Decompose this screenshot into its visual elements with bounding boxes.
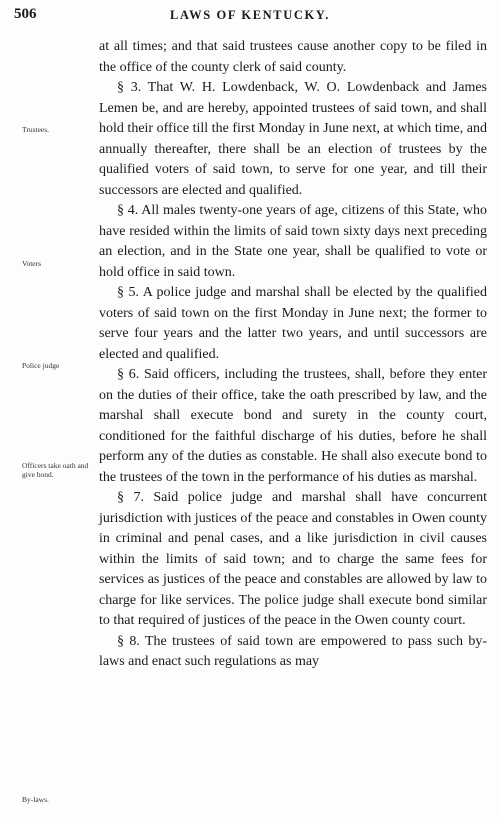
- section-7-paragraph: § 7. Said police judge and marshal shall have concurrent jurisdiction with justices of the peace and constables in Owen county in criminal and penal cases, and a like jurisdiction in civil causes within the limits of said town; and to charge the same fees for services as justices of the peace and constables are allowed by law to charge for like services. The police judge shall execute bond similar to that required of justices of the peace in the Owen county court.: [99, 490, 487, 628]
- section-8-paragraph: § 8. The trustees of said town are empowered to pass such by-laws and enact such regulations as may: [99, 633, 487, 669]
- margin-note-voters: Voters: [22, 259, 42, 268]
- section-4-paragraph: § 4. All males twenty-one years of age, citizens of this State, who have resided within the limits of said town sixty days next preceding an election, and in the State one year, shall be qualified to vote or hold office in said town.: [99, 203, 487, 280]
- margin-note-police-judge: Police judge: [22, 361, 60, 370]
- margin-note-officers-bond: Officers take oath and give bond.: [22, 461, 89, 479]
- section-6-paragraph: § 6. Said officers, including the trustees, shall, before they enter on the duties of their office, take the oath prescribed by law, and the marshal shall execute bond and surety in the county court, conditioned for the faithful discharge of his duties, before he shall perform any of the duties as constable. He shall also execute bond to the trustees of the town in the performance of his duties as marshal.: [99, 367, 487, 485]
- margin-note-by-laws: By-laws.: [22, 795, 49, 804]
- page-number: 506: [14, 6, 37, 22]
- running-head: LAWS OF KENTUCKY.: [170, 8, 330, 22]
- body-text: [99, 37, 487, 673]
- margin-note-trustees: Trustees.: [22, 125, 50, 134]
- section-5-paragraph: § 5. A police judge and marshal shall be elected by the qualified voters of said town on the first Monday in June next; the former to serve four years and the latter two years, and until successors are elected and qualified.: [99, 285, 487, 362]
- paragraph-continuation: at all times; and that said trustees cause another copy to be filed in the office of the county clerk of said county.: [99, 39, 487, 75]
- section-3-paragraph: § 3. That W. H. Lowdenback, W. O. Lowdenback and James Lemen be, and are hereby, appointed trustees of said town, and shall hold their office till the first Monday in June next, at which time, and annually thereafter, there shall be an election of trustees by the qualified voters of said town, to serve for one year, and till their successors are elected and qualified.: [99, 80, 487, 198]
- page-header: [14, 6, 486, 28]
